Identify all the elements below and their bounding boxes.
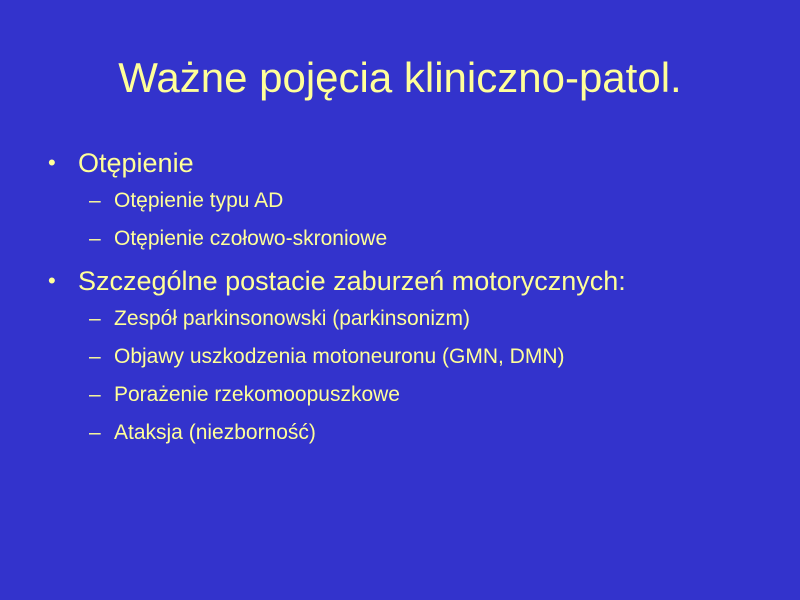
sub-item-text: Objawy uszkodzenia motoneuronu (GMN, DMN) [114,345,565,368]
sub-item-text: Otępienie typu AD [114,189,284,212]
bullet-icon: • [48,268,56,293]
bullet-text: Szczególne postacie zaburzeń motorycznych: [78,266,626,296]
bullet-list [48,144,788,452]
dash-icon: – [89,307,101,330]
sub-item-porazenie-rzekomoopuszkowe [48,376,788,414]
dash-icon: – [89,421,101,444]
sub-item-ataksja [48,414,788,452]
sub-item-text: Zespół parkinsonowski (parkinsonizm) [114,307,470,330]
bullet-item-zaburzenia-motoryczne [48,262,788,300]
sub-item-otepienie-czolowo-skroniowe [48,220,788,258]
sub-item-otepienie-ad [48,182,788,220]
sub-item-text: Porażenie rzekomoopuszkowe [114,383,400,406]
dash-icon: – [89,383,101,406]
bullet-text: Otępienie [78,148,194,178]
bullet-item-otepienie [48,144,788,182]
dash-icon: – [89,345,101,368]
sub-item-text: Ataksja (niezborność) [114,421,316,444]
dash-icon: – [89,189,101,212]
sub-item-parkinsonizm [48,300,788,338]
sub-item-motoneuron [48,338,788,376]
bullet-icon: • [48,150,56,175]
slide-title: Ważne pojęcia kliniczno-patol. [118,54,682,101]
sub-item-text: Otępienie czołowo-skroniowe [114,227,388,250]
dash-icon: – [89,227,101,250]
